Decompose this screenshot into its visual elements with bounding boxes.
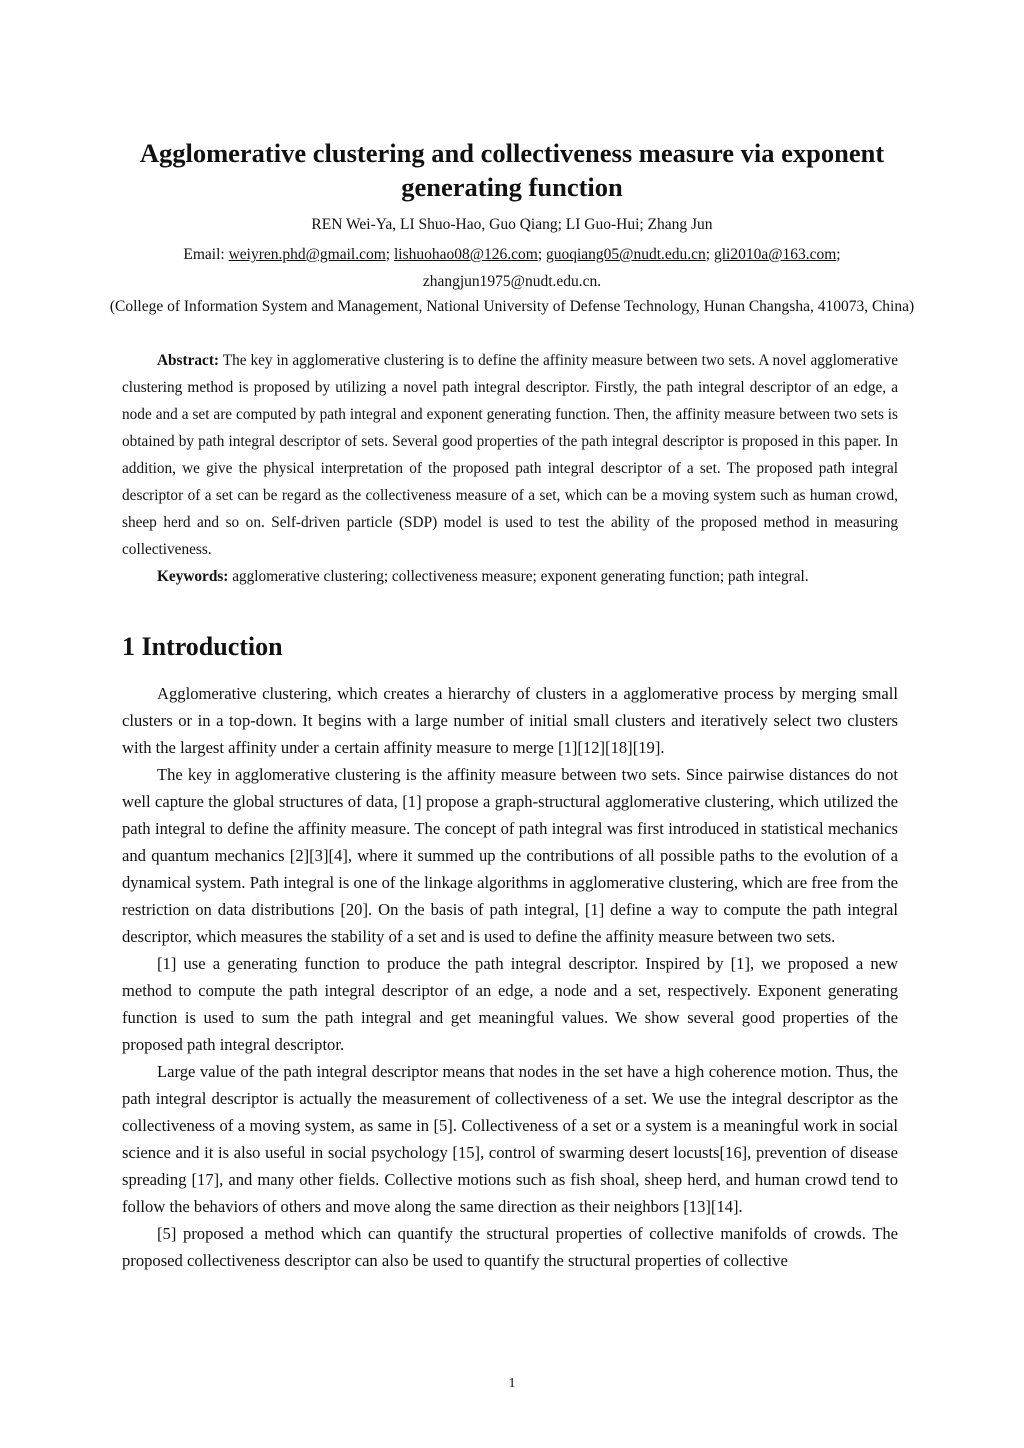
keywords-label: Keywords: (157, 568, 229, 585)
page-number: 1 (508, 1376, 516, 1391)
introduction-body (122, 680, 898, 1274)
body-paragraph: Large value of the path integral descriptor means that nodes in the set have a high coherence motion. Thus, the path integral descriptor is actually the measurement of collectiveness of a set. We use the integral descriptor as the collectiveness of a moving system, as same in [5]. Collectiveness of a set or a system is a meaningful work in social science and it is also useful in social psychology [15], control of swarming desert locusts[16], prevention of disease spreading [17], and many other fields. Collective motions such as fish shoal, sheep herd, and human crowd tend to follow the behaviors of others and move along the same direction as their neighbors [13][14]. (122, 1062, 898, 1216)
paper-title: Agglomerative clustering and collectiveness measure via exponent generating function (139, 138, 885, 202)
email-link-3[interactable]: guoqiang05@nudt.edu.cn (546, 246, 706, 263)
abstract-text: The key in agglomerative clustering is to define the affinity measure between two sets. A novel agglomerative clustering method is proposed by utilizing a novel path integral descriptor. Firstly, the path integral descriptor of an edge, a node and a set are computed by path integral and exponent generating function. Then, the affinity measure between two sets is obtained by path integral descriptor of sets. Several good properties of the path integral descriptor is proposed in this paper. In addition, we give the physical interpretation of the proposed path integral descriptor of a set. The proposed path integral descriptor of a set can be regard as the collectiveness measure of a set, which can be a moving system such as human crowd, sheep herd and so on. Self-driven particle (SDP) model is used to test the ability of the proposed method in measuring collectiveness. (122, 352, 898, 558)
email-link-1[interactable]: weiyren.phd@gmail.com (228, 246, 386, 263)
abstract-section (122, 347, 898, 590)
affiliation: (College of Information System and Management, National University of Defense Technology, Hunan Changsha, 410073, China) (109, 298, 915, 315)
email-block: Email: weiyren.phd@gmail.com; lishuohao08@126.com; guoqiang05@nudt.edu.cn; gli2010a@163.com; zhangjun1975@nudt.edu.cn. (183, 246, 841, 290)
section-heading: 1 Introduction (122, 632, 283, 661)
abstract-paragraph (122, 347, 898, 563)
body-paragraph: The key in agglomerative clustering is the affinity measure between two sets. Since pairwise distances do not well capture the global structures of data, [1] propose a graph-structural agglomerative clustering, which utilized the path integral to define the affinity measure. The concept of path integral was first introduced in statistical mechanics and quantum mechanics [2][3][4], where it summed up the contributions of all possible paths to the evolution of a dynamical system. Path integral is one of the linkage algorithms in agglomerative clustering, which are free from the restriction on data distributions [20]. On the basis of path integral, [1] define a way to compute the path integral descriptor, which measures the stability of a set and is used to define the affinity measure between two sets. (122, 765, 898, 946)
body-paragraph: Agglomerative clustering, which creates a hierarchy of clusters in a agglomerative process by merging small clusters or in a top-down. It begins with a large number of initial small clusters and iteratively select two clusters with the largest affinity under a certain affinity measure to merge [1][12][18][19]. (122, 684, 898, 757)
author-list: REN Wei-Ya, LI Shuo-Hao, Guo Qiang; LI Guo-Hui; Zhang Jun (311, 216, 713, 233)
body-paragraph: [1] use a generating function to produce the path integral descriptor. Inspired by [1], we proposed a new method to compute the path integral descriptor of an edge, a node and a set, respectively. Exponent generating function is used to sum the path integral and get meaningful values. We show several good properties of the proposed path integral descriptor. (122, 954, 898, 1054)
body-paragraph: [5] proposed a method which can quantify the structural properties of collective manifolds of crowds. The proposed collectiveness descriptor can also be used to quantify the structural properties of collective (122, 1224, 898, 1270)
keywords-text: agglomerative clustering; collectiveness measure; exponent generating function; path integral. (228, 568, 809, 585)
email-link-4[interactable]: gli2010a@163.com (713, 246, 837, 263)
email-label: Email: (183, 246, 229, 263)
email-last: zhangjun1975@nudt.edu.cn. (422, 273, 602, 290)
abstract-label: Abstract: (157, 352, 220, 369)
keywords-paragraph (122, 563, 898, 590)
email-link-2[interactable]: lishuohao08@126.com (393, 246, 538, 263)
